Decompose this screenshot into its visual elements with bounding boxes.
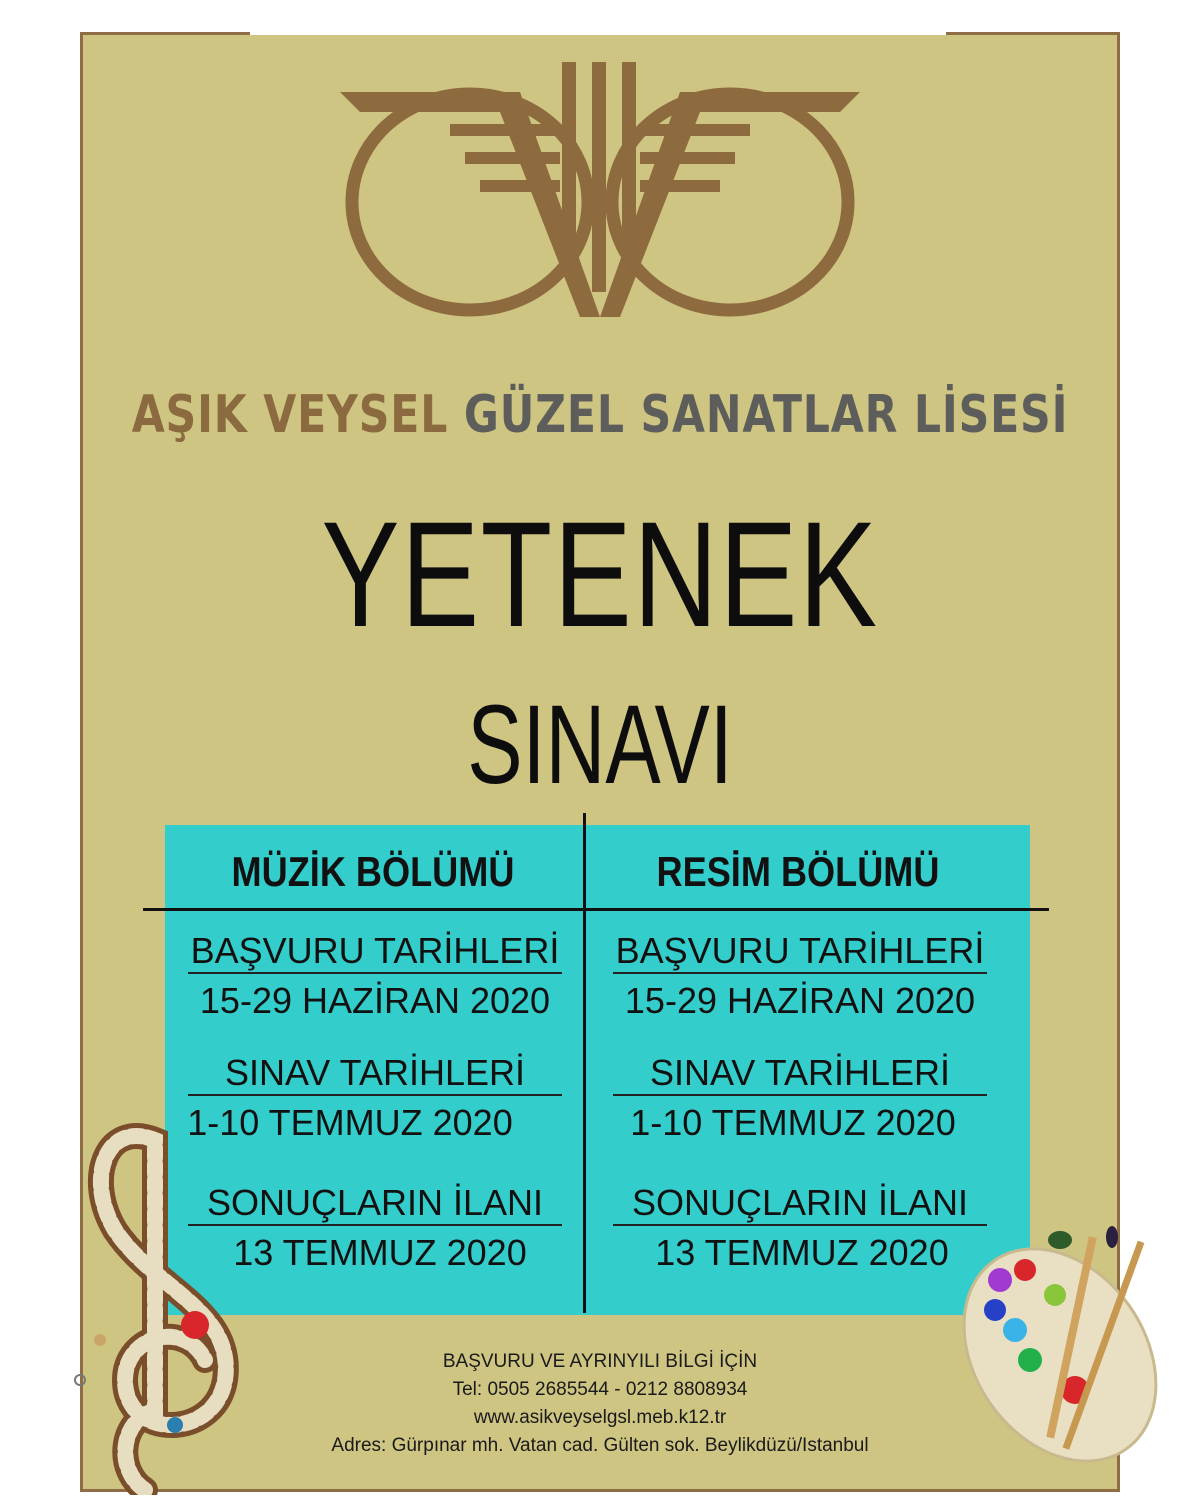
footer-phone: Tel: 0505 2685544 - 0212 8808934 xyxy=(452,1379,748,1400)
music-department-title: MÜZİK BÖLÜMÜ xyxy=(231,848,515,895)
art-department-title: RESİM BÖLÜMÜ xyxy=(656,848,940,895)
footer-info-heading: BAŞVURU VE AYRINYILI BİLGİ İÇİN xyxy=(442,1351,758,1372)
school-name xyxy=(108,385,1092,445)
school-name-part1: AŞIK VEYSEL xyxy=(131,385,449,445)
footer-website[interactable]: www.asikveyselgsl.meb.k12.tr xyxy=(473,1407,727,1428)
music-application-label: BAŞVURU TARİHLERİ xyxy=(188,930,562,974)
music-exam-label-cell xyxy=(165,1052,585,1096)
art-exam-label-cell xyxy=(590,1052,1010,1096)
art-application-label-cell xyxy=(590,930,1010,974)
headline-line1: YETENEK xyxy=(321,490,879,658)
art-application-label: BAŞVURU TARİHLERİ xyxy=(613,930,987,974)
music-application-dates: 15-29 HAZİRAN 2020 xyxy=(199,980,551,1021)
music-exam-label: SINAV TARİHLERİ xyxy=(188,1052,562,1096)
art-exam-label: SINAV TARİHLERİ xyxy=(613,1052,987,1096)
music-results-label: SONUÇLARIN İLANI xyxy=(188,1182,562,1226)
art-results-label: SONUÇLARIN İLANI xyxy=(613,1182,987,1226)
music-results-date: 13 TEMMUZ 2020 xyxy=(233,1232,527,1273)
music-exam-dates: 1-10 TEMMUZ 2020 xyxy=(187,1102,513,1143)
treble-clef-icon xyxy=(45,1120,265,1495)
footer-address: Adres: Gürpınar mh. Vatan cad. Gülten sok. Beylikdüzü/Istanbul xyxy=(331,1435,869,1456)
music-application-label-cell xyxy=(165,930,585,974)
art-results-date: 13 TEMMUZ 2020 xyxy=(655,1232,949,1273)
art-results-label-cell xyxy=(590,1182,1010,1226)
frame-gap xyxy=(250,30,946,35)
table-divider-horizontal xyxy=(143,908,1049,911)
art-application-dates: 15-29 HAZİRAN 2020 xyxy=(624,980,976,1021)
headline-line2: SINAVI xyxy=(467,682,733,807)
school-emblem-icon xyxy=(330,62,870,332)
art-exam-dates: 1-10 TEMMUZ 2020 xyxy=(630,1102,956,1143)
school-name-part2: GÜZEL SANATLAR LİSESİ xyxy=(463,385,1069,445)
paint-palette-icon xyxy=(960,1225,1165,1480)
